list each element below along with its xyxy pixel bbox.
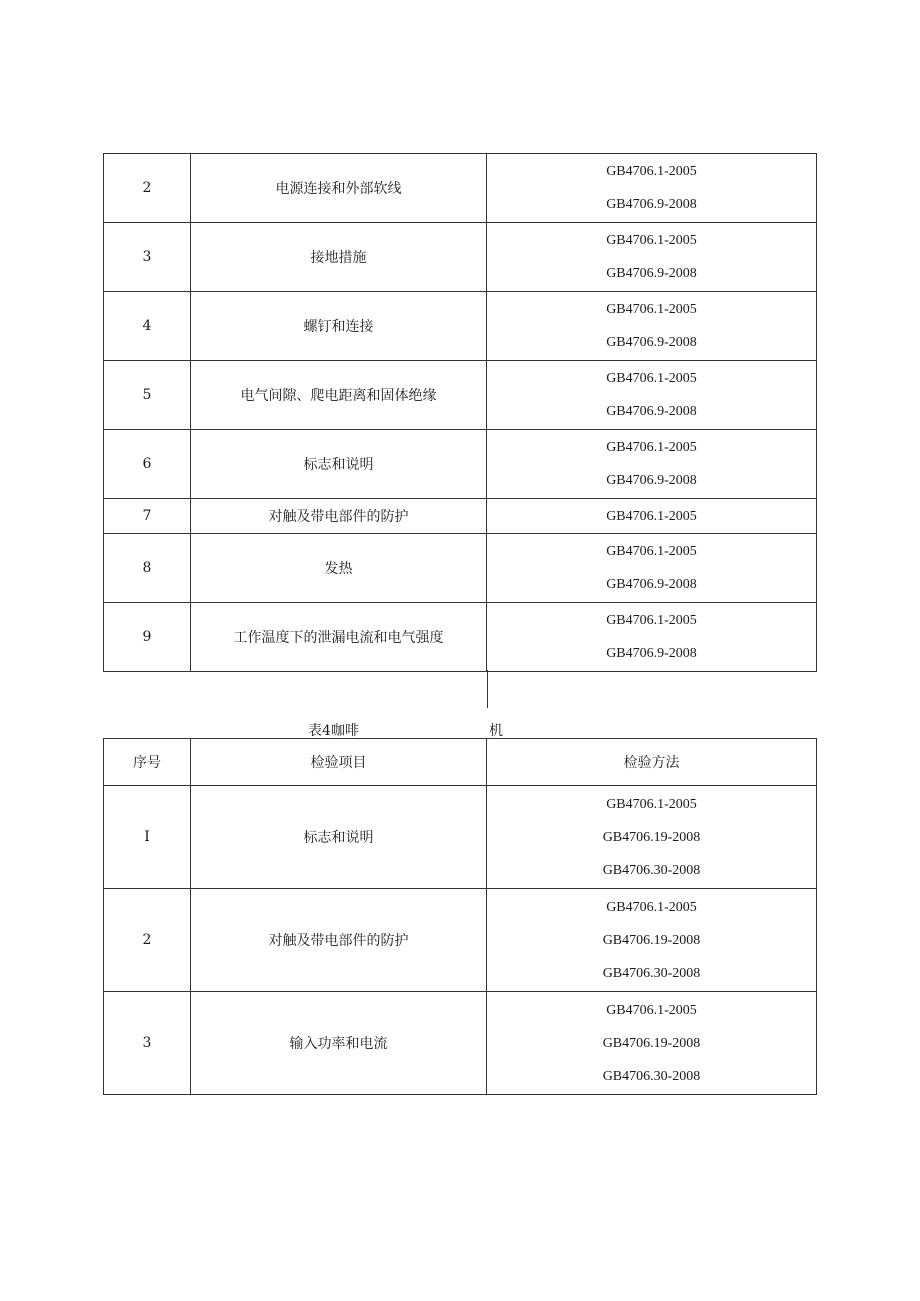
inspection-method: [487, 430, 817, 499]
table-row: [104, 499, 817, 534]
row-number: 8: [104, 534, 191, 603]
inspection-item: 标志和说明: [191, 786, 487, 889]
standard-code: GB4706.1-2005: [606, 613, 697, 628]
table-caption: 表4咖啡: [308, 723, 359, 739]
row-number: 2: [104, 889, 191, 992]
standard-code: GB4706.1-2005: [606, 440, 697, 455]
standard-code: GB4706.19-2008: [602, 829, 701, 845]
standard-code: GB4706.19-2008: [602, 1035, 701, 1051]
table-row: [104, 786, 817, 889]
table-row: [104, 223, 817, 292]
standard-code: GB4706.1-2005: [606, 164, 697, 179]
standard-code: GB4706.1-2005: [606, 508, 697, 524]
inspection-item: 对触及带电部件的防护: [191, 499, 487, 534]
row-number: 6: [104, 430, 191, 499]
inspection-item: 电气间隙、爬电距离和固体绝缘: [191, 361, 487, 430]
table-row: [104, 430, 817, 499]
row-number: 5: [104, 361, 191, 430]
standard-code: GB4706.30-2008: [602, 965, 701, 981]
standard-code: GB4706.9-2008: [606, 197, 697, 212]
inspection-method: [487, 992, 817, 1095]
table-row: [104, 154, 817, 223]
table-row: [104, 534, 817, 603]
column-divider-stub: [487, 670, 488, 708]
standard-code: GB4706.9-2008: [606, 335, 697, 350]
table-header-row: [104, 739, 817, 786]
standard-code: GB4706.1-2005: [606, 544, 697, 559]
inspection-method: [487, 786, 817, 889]
inspection-item: 接地措施: [191, 223, 487, 292]
inspection-method: [487, 534, 817, 603]
row-number: I: [104, 786, 191, 889]
standard-code: GB4706.1-2005: [606, 796, 697, 812]
inspection-item: 标志和说明: [191, 430, 487, 499]
standard-code: GB4706.9-2008: [606, 577, 697, 592]
standard-code: GB4706.9-2008: [606, 266, 697, 281]
inspection-item: 螺钉和连接: [191, 292, 487, 361]
inspection-method: [487, 292, 817, 361]
standard-code: GB4706.1-2005: [606, 899, 697, 915]
standard-code: GB4706.1-2005: [606, 371, 697, 386]
inspection-method: [487, 223, 817, 292]
standard-code: GB4706.30-2008: [602, 862, 701, 878]
standard-code: GB4706.9-2008: [606, 473, 697, 488]
row-number: 4: [104, 292, 191, 361]
coffee-machine-standards-table: [103, 738, 817, 1095]
inspection-method: [487, 499, 817, 534]
inspection-item: 输入功率和电流: [191, 992, 487, 1095]
inspection-item: 工作温度下的泄漏电流和电气强度: [191, 603, 487, 672]
inspection-method: [487, 361, 817, 430]
inspection-method: [487, 889, 817, 992]
row-number: 3: [104, 992, 191, 1095]
table-row: [104, 603, 817, 672]
standard-code: GB4706.9-2008: [606, 646, 697, 661]
inspection-method: [487, 154, 817, 223]
header-inspection-item: 检验项目: [191, 739, 487, 786]
inspection-method: [487, 603, 817, 672]
standard-code: GB4706.1-2005: [606, 233, 697, 248]
header-inspection-method: 检验方法: [487, 739, 817, 786]
standard-code: GB4706.1-2005: [606, 302, 697, 317]
standards-table-continued: [103, 153, 817, 672]
row-number: 2: [104, 154, 191, 223]
table-row: [104, 992, 817, 1095]
standard-code: GB4706.9-2008: [606, 404, 697, 419]
inspection-item: 电源连接和外部软线: [191, 154, 487, 223]
inspection-item: 发热: [191, 534, 487, 603]
standard-code: GB4706.30-2008: [602, 1068, 701, 1084]
table-row: [104, 361, 817, 430]
inspection-item: 对触及带电部件的防护: [191, 889, 487, 992]
standard-code: GB4706.1-2005: [606, 1002, 697, 1018]
table-caption-suffix: 机: [489, 723, 503, 739]
row-number: 7: [104, 499, 191, 534]
table-row: [104, 889, 817, 992]
header-serial-number: 序号: [104, 739, 191, 786]
standard-code: GB4706.19-2008: [602, 932, 701, 948]
table-row: [104, 292, 817, 361]
row-number: 3: [104, 223, 191, 292]
row-number: 9: [104, 603, 191, 672]
